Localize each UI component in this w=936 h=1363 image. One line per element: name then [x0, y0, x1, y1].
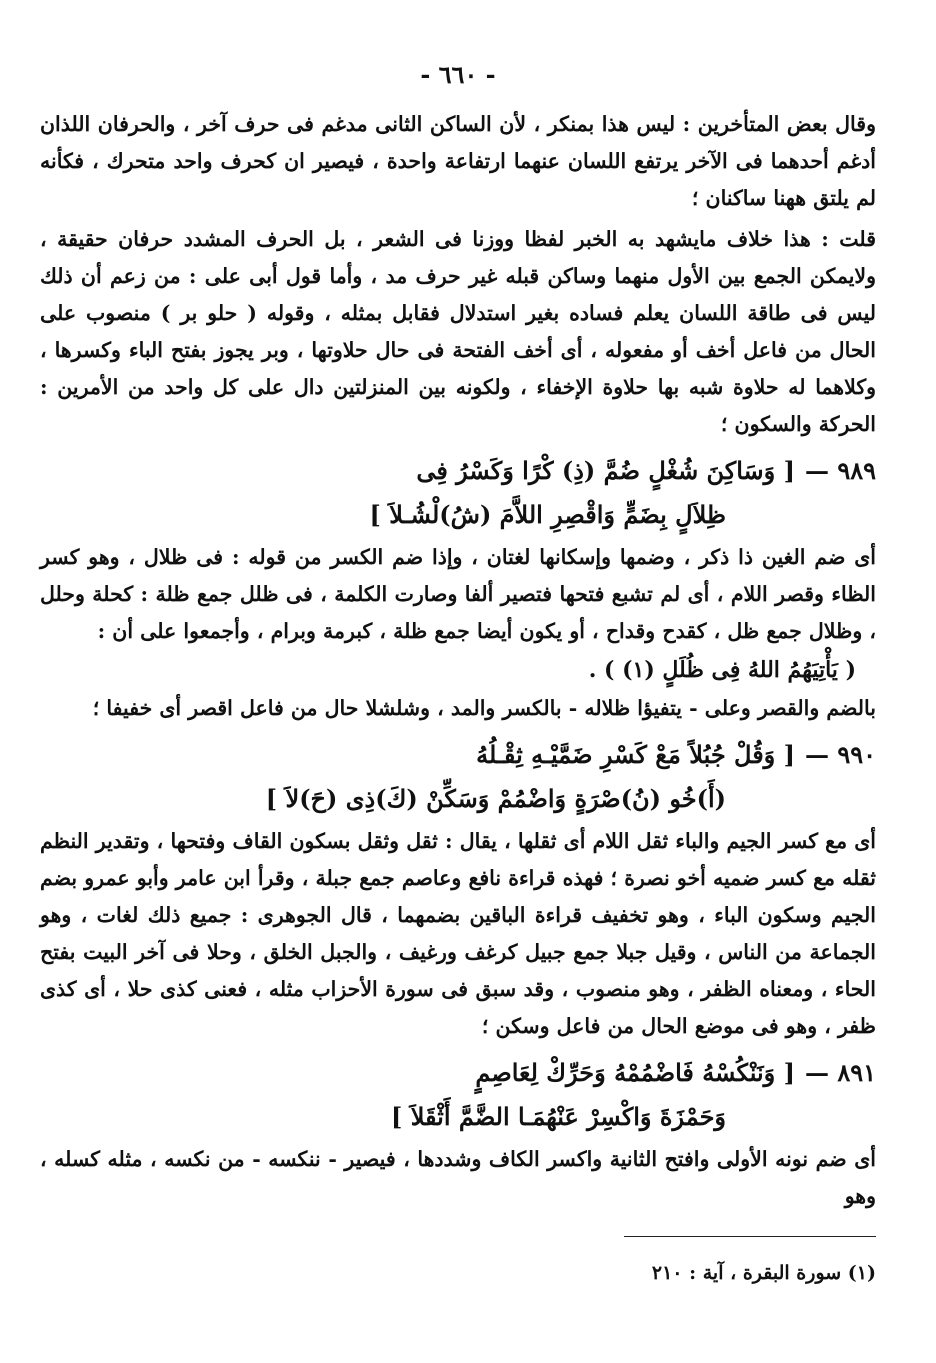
- paragraph-1: وقال بعض المتأخرين : ليس هذا بمنكر ، لأن الساكن الثانى مدغم فى حرف آخر ، والحرفان اللذان أدغم أحدهما فى الآخر يرتفع اللسان عنهما ارتفاعة واحدة ، فيصير ان كحرف واحد متحرك ، فكأنه لم يلتق ههنا ساكنان ؛: [40, 112, 876, 210]
- footnote: (١) سورة البقرة ، آية : ٢١٠: [651, 1262, 876, 1284]
- paragraph-5: أى مع كسر الجيم والباء ثقل اللام أى ثقلها ، يقال : ثقل وثقل بسكون القاف وفتحها ، وتقدير النظم ثقله مع كسر ضميه أخو نصرة ؛ فهذه قراءة نافع وعاصم جمع جبلة ، وقرأ ابن عامر وأبو عمرو بضم الجيم وسكون الباء ، وهو تخفيف قراءة الباقين بضمهما ، قال الجوهرى : جميع ذلك لغات ، وهو الجماعة من الناس ، وقيل جبلا جمع جبيل كرغف ورغيف ، والجبل الخلق ، وحلا فى آخر البيت بفتح الحاء ، ومعناه الظفر ، وهو منصوب ، وقد سبق فى سورة الأحزاب مثله ، فعنى كذى حلا ، أى كذى ظفر ، وهو فى موضع الحال من فاعل وسكن ؛: [40, 829, 876, 1038]
- verse-989-line1: [ وَسَاكِنَ شُغْلٍ ضُمَّ (ذِ) كْرًا وَكَسْرُ فِى: [416, 456, 795, 485]
- verse-990-line1: [ وَقُلْ جُبُلاً مَعْ كَسْرِ ضَمَّيْـهِ ثِقْـلُهُ: [476, 740, 795, 769]
- verse-991-line1: [ وَنَنْكُسْهُ فَاضْمُمْهُ وَحَرِّكْ لِعَاصِمٍ: [475, 1058, 795, 1087]
- paragraph-3: أى ضم الغين ذا ذكر ، وضمها وإسكانها لغتان ، وإذا ضم الكسر من قوله : فى ظلال ، وهو كسر الظاء وقصر اللام ، أى لم تشبع فتحها فتصير ألفا وصارت الكلمة ، فى ظلل جمع ظلة : كحلة وحلل ، وظلال جمع ظل ، كقدح وقداح ، أو يكون أيضا جمع ظلة ، كبرمة وبرام ، وأجمعوا على أن :: [40, 545, 876, 643]
- verse-990-line2: (أَ)خُو (نُ)صْرَةٍ وَاضْمُمْ وَسَكِّنْ (كَ)ذِى (حَ)لاَ ]: [265, 784, 726, 813]
- verse-989: [40, 449, 876, 537]
- verse-990-first-line: [40, 733, 876, 777]
- verse-989-line2: ظِلاَلٍ بِضَمٍّ وَاقْصِرِ اللاَّمَ (شُ)لْشُـلاَ ]: [369, 500, 726, 529]
- verse-991-number: ٨٩١ —: [804, 1058, 876, 1087]
- verse-990-number: ٩٩٠ —: [804, 740, 876, 769]
- verse-991-line2: وَحَمْزَةَ وَاكْسِرْ عَنْهُمَـا الضَّمَّ أَثْقَلاَ ]: [390, 1102, 726, 1131]
- page-number: - ٦٦٠ -: [420, 60, 496, 89]
- footnote-divider: [624, 1236, 876, 1237]
- verse-991-first-line: [40, 1051, 876, 1095]
- paragraph-2: قلت : هذا خلاف مايشهد به الخبر لفظا ووزنا فى الشعر ، بل الحرف المشدد حرفان حقيقة ، ولايمكن الجمع بين الأول منهما وساكن قبله غير حرف مد ، وأما قول أبى على : من زعم أن ذلك ليس فى طاقة اللسان يعلم فساده بغير استدلال فقابل بمثله ، وقوله ( حلو بر ) منصوب على الحال من فاعل أخف أو مفعوله ، أى أخف الفتحة فى حال حلاوتها ، وبر يجوز بفتح الباء وكسرها ، وكلاهما له حلاوة شبه بها حلاوة الإخفاء ، ولكونه بين المنزلتين دال على كل واحد من الأمرين : الحركة والسكون ؛: [40, 227, 876, 436]
- verse-991: [40, 1051, 876, 1139]
- verse-990: [40, 733, 876, 821]
- verse-989-first-line: [40, 449, 876, 493]
- paragraph-4: بالضم والقصر وعلى - يتفيؤا ظلاله - بالكسر والمد ، وشلشلا حال من فاعل اقصر أى خفيفا ؛: [92, 696, 876, 720]
- document-page: [40, 58, 876, 1348]
- quran-quote: ( يَأْتِيَهُمُ اللهُ فِى ظُلَلٍ (١) ) .: [588, 657, 856, 683]
- paragraph-6: أى ضم نونه الأولى وافتح الثانية واكسر الكاف وشددها ، فيصير - ننكسه - من نكسه ، مثله كسله ، وهو: [40, 1147, 876, 1208]
- verse-989-number: ٩٨٩ —: [804, 456, 876, 485]
